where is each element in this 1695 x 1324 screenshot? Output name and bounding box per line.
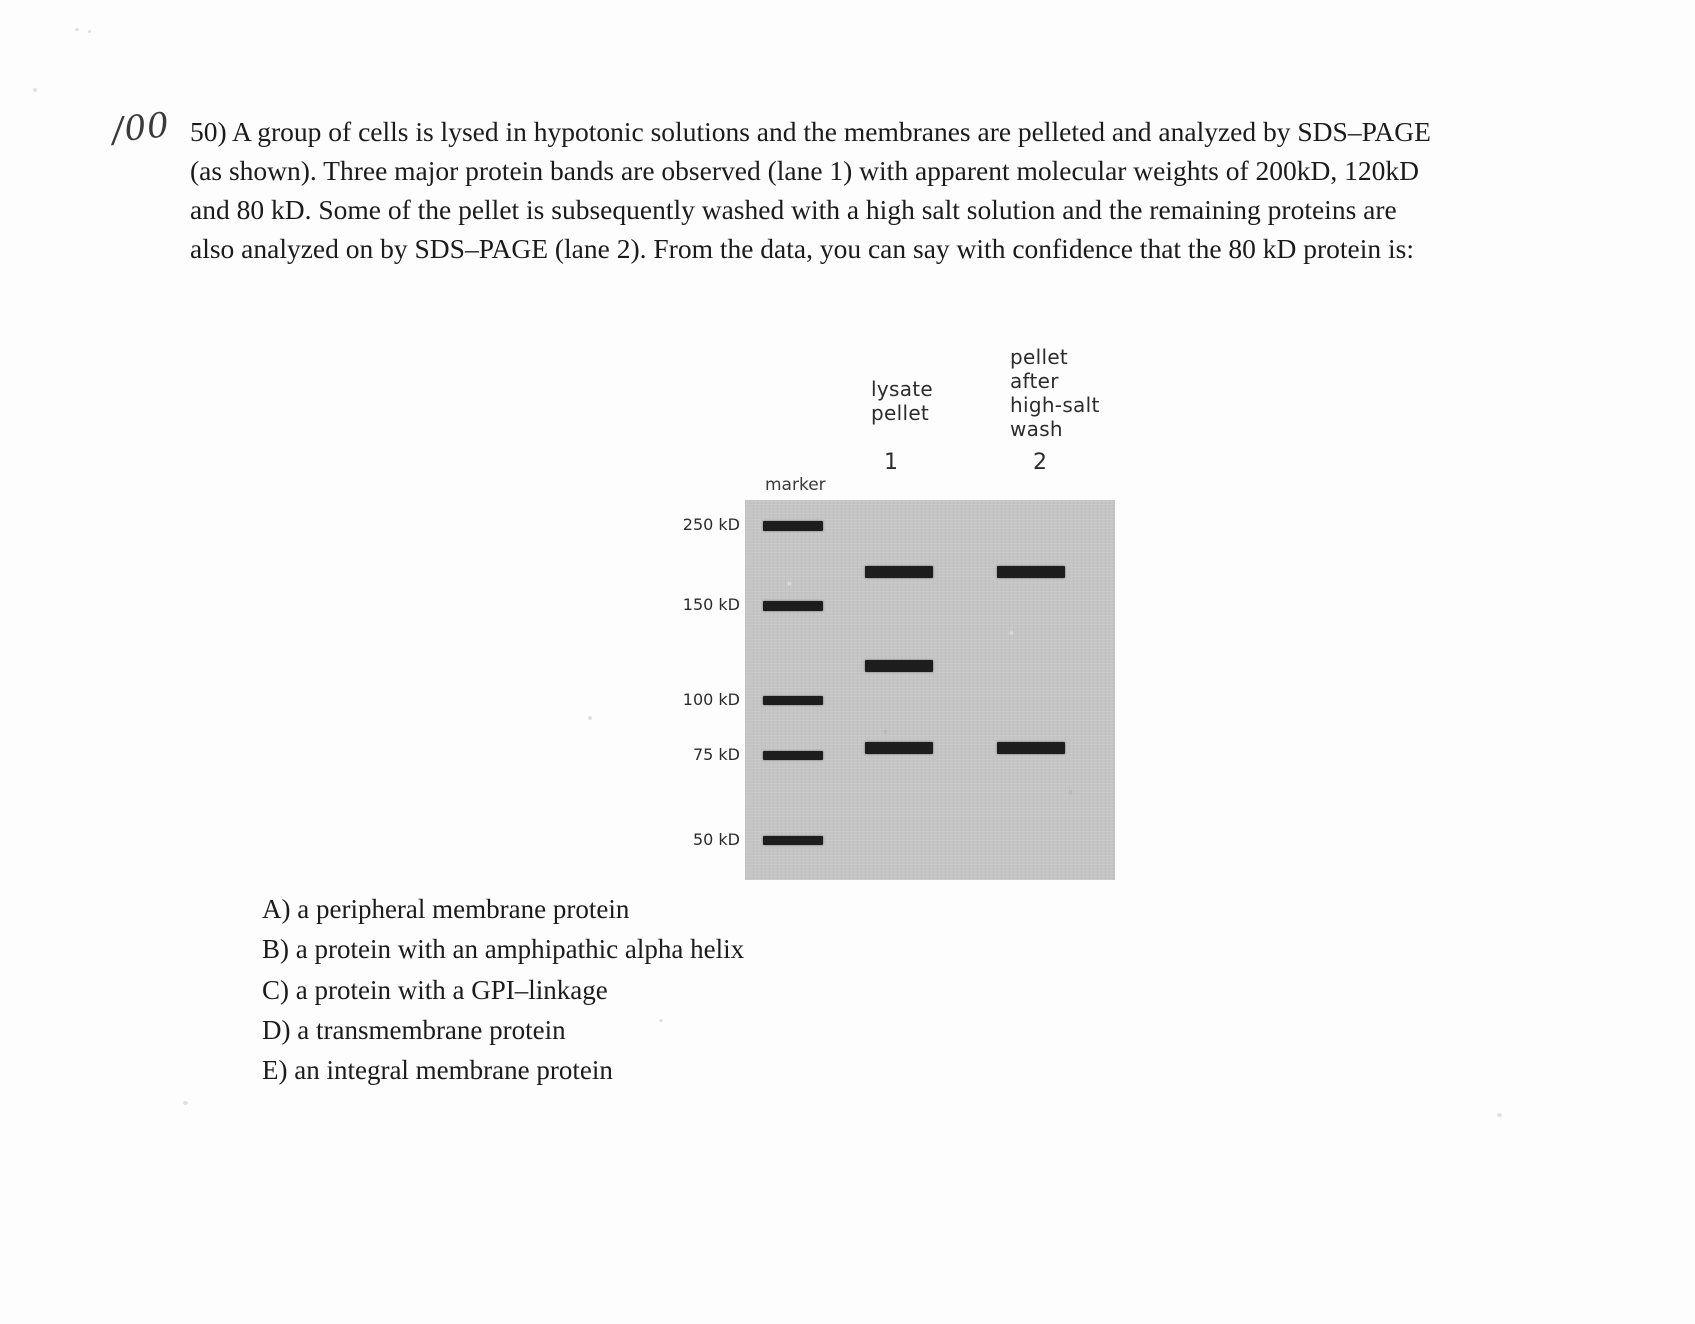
marker-band-75 (763, 751, 823, 760)
lane1-header-line2: pellet (871, 401, 930, 425)
marker-band-50 (763, 836, 823, 845)
scan-speck (183, 1101, 188, 1105)
handwritten-score: /00 (110, 105, 172, 151)
marker-label-50: 50 kD (692, 830, 740, 849)
question-text: A group of cells is lysed in hypotonic solutions and the membranes are pelleted and analyzed by SDS–PAGE (as shown). Three major protein bands are observed (lane 1) with apparent molecular weights of 200kD, 120kD and 80 kD. Some of the pellet is subsequently washed with a high salt solution and the remaining proteins are also analyzed on by SDS–PAGE (lane 2). From the data, you can say with confidence that the 80 kD protein is: (190, 116, 1431, 265)
lane2-header-line3: high-salt (1010, 393, 1100, 417)
marker-label-150: 150 kD (682, 595, 740, 614)
marker-band-150 (763, 601, 823, 611)
lane2-band-80kd (997, 742, 1065, 754)
lane2-header-line2: after (1010, 369, 1059, 393)
gel-texture (745, 500, 1115, 880)
answer-choice-b[interactable]: B) a protein with an amphipathic alpha helix (262, 934, 745, 965)
marker-column-label: marker (765, 475, 826, 495)
lane1-band-120kd (865, 660, 933, 672)
answer-choice-a[interactable]: A) a peripheral membrane protein (262, 894, 630, 924)
lane2-number: 2 (1033, 450, 1047, 475)
marker-label-250: 250 kD (682, 515, 740, 534)
answer-choices (262, 890, 744, 1090)
lane1-header-line1: lysate (871, 377, 934, 401)
scan-speck (75, 28, 79, 31)
lane1-band-80kd (865, 742, 933, 754)
lane2-header-line4: wash (1010, 417, 1063, 441)
gel-figure (682, 335, 1165, 895)
lane2-band-200kd (997, 566, 1065, 578)
answer-choice-d[interactable]: D) a transmembrane protein (262, 1014, 566, 1045)
marker-label-100: 100 kD (682, 690, 740, 709)
question-block (190, 112, 1440, 268)
question-number: 50) (190, 116, 227, 147)
scan-speck (1497, 1113, 1502, 1117)
lane1-number: 1 (884, 450, 898, 475)
lane2-header-line1: pellet (1010, 345, 1069, 369)
gel-image (745, 500, 1115, 880)
marker-label-75: 75 kD (692, 745, 740, 764)
answer-choice-e[interactable]: E) an integral membrane protein (262, 1055, 613, 1086)
answer-choice-c[interactable]: C) a protein with a GPI–linkage (262, 974, 608, 1005)
lane1-band-200kd (865, 566, 933, 578)
scan-speck (33, 88, 37, 92)
scan-speck (588, 716, 592, 720)
marker-band-100 (763, 696, 823, 705)
scan-speck (88, 30, 91, 33)
marker-band-250 (763, 521, 823, 531)
